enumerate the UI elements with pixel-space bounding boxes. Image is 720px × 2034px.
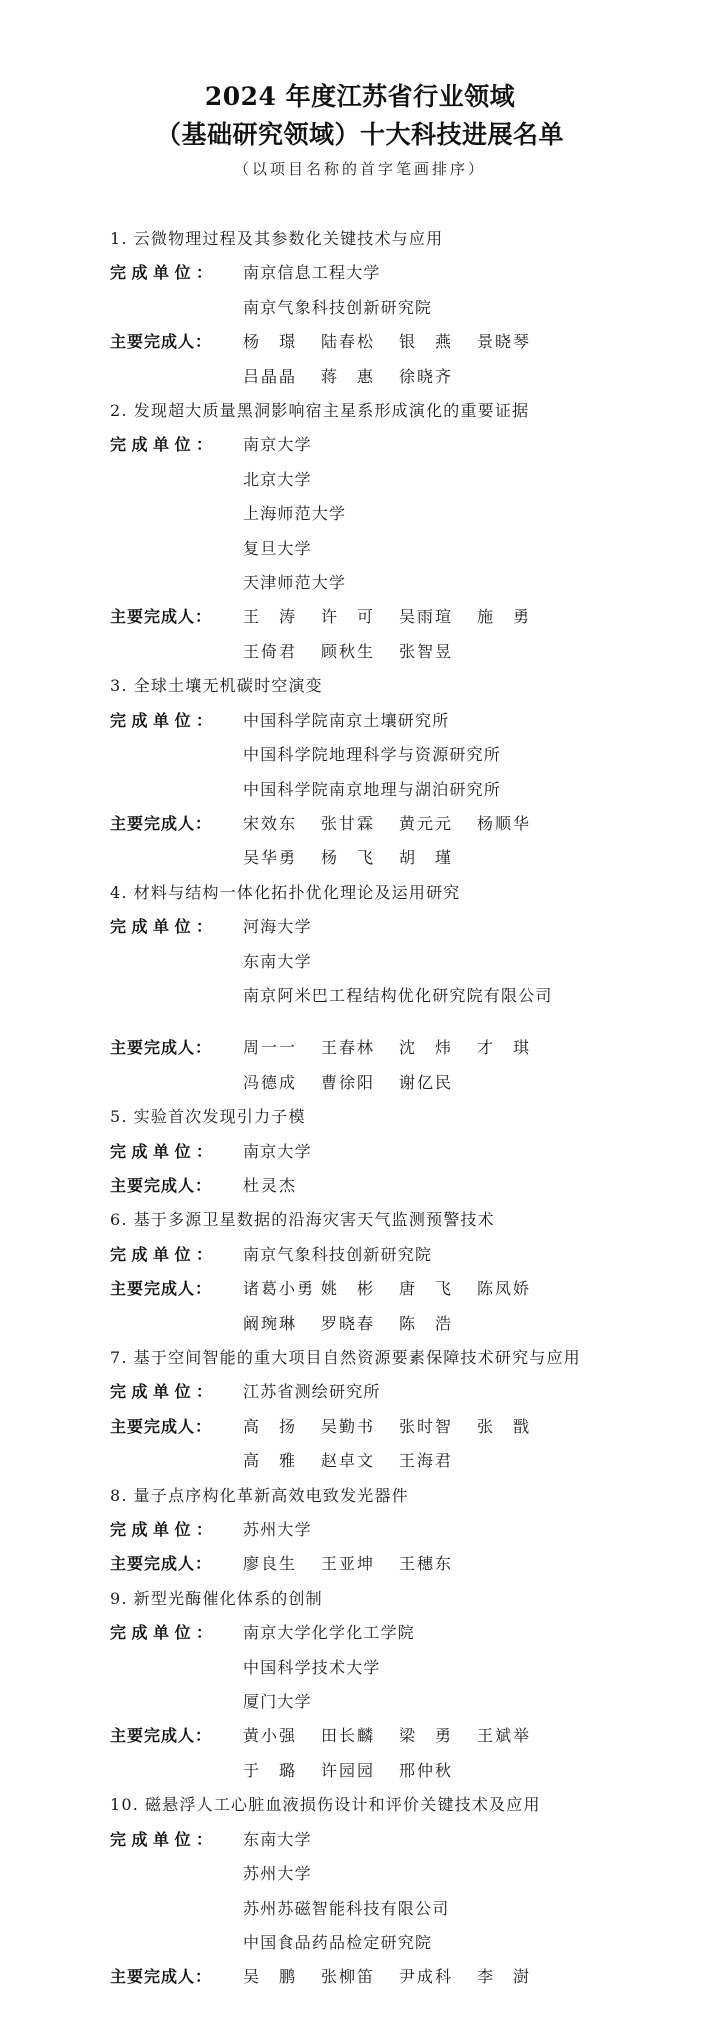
- completing-units-row: [110, 1135, 630, 1169]
- main-contributors-label: 主要完成人：: [110, 1726, 213, 1746]
- project-title-text: 全球土壤无机碳时空演变: [133, 676, 323, 696]
- project-title-text: 磁悬浮人工心脏血液损伤设计和评价关键技术及应用: [145, 1795, 541, 1815]
- main-contributors-list: [243, 1410, 630, 1479]
- completing-units-row: [110, 1616, 630, 1719]
- main-contributors-row: [110, 325, 630, 394]
- completing-unit: 河海大学: [243, 917, 312, 937]
- completing-units-list: [243, 428, 630, 600]
- main-contributors-list: [243, 1031, 630, 1100]
- completing-unit: 中国科学院地理科学与资源研究所: [243, 745, 502, 765]
- project-title-text: 云微物理过程及其参数化关键技术与应用: [133, 229, 444, 248]
- completing-units-label: 完成单位：: [110, 1382, 218, 1402]
- completing-units-row: [110, 1823, 630, 1961]
- contributor-name: 徐晓齐: [399, 366, 454, 386]
- completing-units-label: 完成单位：: [110, 710, 218, 730]
- contributor-name: 杨 飞: [321, 848, 376, 868]
- sort-note: （以项目名称的首字笔画排序）: [233, 160, 486, 178]
- contributor-name: 田长麟: [321, 1726, 376, 1746]
- contributor-name: 张时智: [399, 1416, 454, 1436]
- project-entry: [110, 1582, 630, 1788]
- project-entry: [110, 222, 630, 394]
- main-contributors-row: [110, 1410, 630, 1479]
- project-title: [110, 1203, 630, 1237]
- project-entry: [110, 1788, 630, 1994]
- project-number: 5.: [110, 1107, 128, 1127]
- main-contributors-list: [243, 1547, 630, 1581]
- project-title-text: 新型光酶催化体系的创制: [133, 1588, 323, 1608]
- completing-unit: 南京大学: [243, 1141, 312, 1161]
- completing-units-list: [243, 1513, 630, 1547]
- project-number: 7.: [110, 1348, 128, 1367]
- contributor-name: 诸葛小勇: [243, 1279, 316, 1299]
- completing-units-row: [110, 256, 630, 325]
- completing-unit: 中国科学院南京地理与湖泊研究所: [243, 779, 502, 799]
- contributor-name: 唐 飞: [399, 1279, 454, 1299]
- completing-units-label: 完成单位：: [110, 1623, 218, 1643]
- title-line-2: （基础研究领域）十大科技进展名单: [155, 120, 564, 149]
- completing-unit: 南京信息工程大学: [243, 263, 381, 283]
- contributor-name: 王 涛: [243, 607, 298, 627]
- main-contributors-row: [110, 1719, 630, 1788]
- contributor-name: 吴雨瑄: [399, 607, 454, 627]
- project-title: [110, 1341, 630, 1375]
- main-contributors-row: [110, 1272, 630, 1341]
- contributor-name: 才 琪: [477, 1038, 532, 1058]
- project-title-text: 基于多源卫星数据的沿海灾害天气监测预警技术: [133, 1210, 495, 1230]
- project-number: 2.: [110, 401, 128, 421]
- completing-unit: 江苏省测绘研究所: [243, 1382, 381, 1402]
- completing-unit: 中国食品药品检定研究院: [243, 1932, 433, 1952]
- project-entry: [110, 1479, 630, 1582]
- contributor-name: 黄小强: [243, 1726, 298, 1746]
- contributor-name: 冯德成: [243, 1072, 298, 1092]
- completing-unit: 复旦大学: [243, 538, 312, 558]
- project-number: 8.: [110, 1485, 128, 1505]
- project-title: [110, 1788, 630, 1822]
- completing-unit: 南京大学化学化工学院: [243, 1623, 416, 1643]
- project-number: 9.: [110, 1588, 128, 1608]
- contributor-name: 银 燕: [399, 332, 454, 352]
- contributor-name: 陈 浩: [399, 1313, 454, 1333]
- contributor-name: 张智昱: [399, 641, 454, 661]
- project-entry: [110, 394, 630, 669]
- completing-units-list: [243, 910, 630, 1013]
- project-title-text: 发现超大质量黑洞影响宿主星系形成演化的重要证据: [133, 401, 530, 421]
- contributor-name: 沈 炜: [399, 1038, 454, 1058]
- contributor-name: 王斌举: [477, 1726, 532, 1746]
- completing-unit: 上海师范大学: [243, 504, 347, 524]
- completing-units-label: 完成单位：: [110, 1520, 218, 1540]
- contributor-name: 黄元元: [399, 813, 454, 833]
- project-title-text: 实验首次发现引力子模: [133, 1107, 306, 1127]
- contributor-name: 高 雅: [243, 1451, 298, 1471]
- contributor-name: 宋效东: [243, 813, 298, 833]
- contributor-name: 吴华勇: [243, 848, 298, 868]
- contributor-name: 王亚坤: [321, 1554, 376, 1574]
- contributor-name: 吕晶晶: [243, 366, 298, 386]
- project-number: 10.: [110, 1795, 140, 1815]
- completing-unit: 苏州大学: [243, 1520, 312, 1540]
- project-list: [110, 222, 630, 1995]
- contributor-name: 陈凤娇: [477, 1279, 532, 1299]
- project-entry: [110, 1100, 630, 1203]
- project-entry: [110, 1341, 630, 1479]
- document-header: [0, 78, 720, 182]
- contributor-name: 张 戬: [477, 1416, 532, 1436]
- contributor-name: 邢仲秋: [399, 1760, 454, 1780]
- title-line-1: 2024 年度江苏省行业领域: [204, 82, 516, 111]
- project-title-text: 基于空间智能的重大项目自然资源要素保障技术研究与应用: [133, 1348, 581, 1367]
- completing-unit: 中国科学技术大学: [243, 1657, 381, 1677]
- contributor-name: 张柳笛: [321, 1967, 376, 1987]
- main-contributors-label: 主要完成人：: [110, 332, 213, 352]
- main-contributors-list: [243, 1960, 630, 1994]
- project-title: [110, 876, 630, 910]
- main-contributors-label: 主要完成人：: [110, 1279, 213, 1299]
- completing-units-list: [243, 1375, 630, 1409]
- contributor-name: 尹成科: [399, 1967, 454, 1987]
- main-contributors-row: [110, 1169, 630, 1203]
- project-number: 4.: [110, 882, 128, 902]
- main-contributors-label: 主要完成人：: [110, 607, 213, 627]
- contributor-name: 姚 彬: [321, 1279, 376, 1299]
- completing-units-label: 完成单位：: [110, 1244, 218, 1264]
- contributor-name: 许园园: [321, 1760, 376, 1780]
- completing-unit: 东南大学: [243, 951, 312, 971]
- main-contributors-row: [110, 807, 630, 876]
- contributor-name: 王倚君: [243, 641, 298, 661]
- contributor-name: 许 可: [321, 607, 376, 627]
- completing-unit: 南京气象科技创新研究院: [243, 297, 433, 317]
- contributor-name: 杨顺华: [477, 813, 532, 833]
- completing-units-label: 完成单位：: [110, 917, 218, 937]
- completing-unit: 南京大学: [243, 435, 312, 455]
- completing-units-label: 完成单位：: [110, 1829, 218, 1849]
- completing-units-label: 完成单位：: [110, 435, 218, 455]
- contributor-name: 谢亿民: [399, 1072, 454, 1092]
- contributor-name: 杨 璟: [243, 332, 298, 352]
- contributor-name: 张甘霖: [321, 813, 376, 833]
- contributor-name: 高 扬: [243, 1416, 298, 1436]
- contributor-name: 周一一: [243, 1038, 298, 1058]
- completing-units-list: [243, 1823, 630, 1961]
- project-title: [110, 394, 630, 428]
- project-number: 1.: [110, 229, 128, 248]
- main-contributors-row: [110, 1031, 630, 1100]
- main-contributors-list: [243, 807, 630, 876]
- completing-unit: 东南大学: [243, 1829, 312, 1849]
- contributor-name: 梁 勇: [399, 1726, 454, 1746]
- completing-units-label: 完成单位：: [110, 263, 218, 283]
- completing-unit: 厦门大学: [243, 1692, 312, 1712]
- completing-units-row: [110, 910, 630, 1013]
- completing-unit: 天津师范大学: [243, 573, 347, 593]
- completing-unit: 南京阿米巴工程结构优化研究院有限公司: [243, 985, 553, 1005]
- project-title-text: 材料与结构一体化拓扑优化理论及运用研究: [133, 882, 461, 902]
- contributor-name: 杜灵杰: [243, 1175, 298, 1195]
- main-contributors-row: [110, 600, 630, 669]
- contributor-name: 王海君: [399, 1451, 454, 1471]
- contributor-name: 陆春松: [321, 332, 376, 352]
- contributor-name: 曹徐阳: [321, 1072, 376, 1092]
- main-contributors-row: [110, 1547, 630, 1581]
- project-title: [110, 669, 630, 703]
- completing-unit: 南京气象科技创新研究院: [243, 1244, 433, 1264]
- project-title: [110, 1582, 630, 1616]
- contributor-name: 王穗东: [399, 1554, 454, 1574]
- contributor-name: 王春林: [321, 1038, 376, 1058]
- completing-units-row: [110, 1375, 630, 1409]
- completing-units-list: [243, 256, 630, 325]
- contributor-name: 阚琬琳: [243, 1313, 298, 1333]
- project-entry: [110, 876, 630, 1100]
- main-contributors-row: [110, 1960, 630, 1994]
- main-contributors-label: 主要完成人：: [110, 1175, 213, 1195]
- contributor-name: 顾秋生: [321, 641, 376, 661]
- main-contributors-label: 主要完成人：: [110, 1554, 213, 1574]
- contributor-name: 吴勤书: [321, 1416, 376, 1436]
- project-title: [110, 1100, 630, 1134]
- project-title: [110, 1479, 630, 1513]
- completing-unit: 苏州苏磁智能科技有限公司: [243, 1898, 450, 1918]
- completing-units-row: [110, 428, 630, 600]
- project-entry: [110, 1203, 630, 1341]
- completing-units-row: [110, 1513, 630, 1547]
- main-contributors-label: 主要完成人：: [110, 1967, 213, 1987]
- completing-units-row: [110, 704, 630, 807]
- main-contributors-label: 主要完成人：: [110, 813, 213, 833]
- contributor-name: 廖良生: [243, 1554, 298, 1574]
- contributor-name: 景晓琴: [477, 332, 532, 352]
- contributor-name: 赵卓文: [321, 1451, 376, 1471]
- project-entry: [110, 669, 630, 875]
- main-contributors-list: [243, 1719, 630, 1788]
- completing-units-list: [243, 1135, 630, 1169]
- contributor-name: 蒋 惠: [321, 366, 376, 386]
- completing-unit: 中国科学院南京土壤研究所: [243, 710, 450, 730]
- main-contributors-list: [243, 325, 630, 394]
- completing-units-label: 完成单位：: [110, 1141, 218, 1161]
- main-contributors-label: 主要完成人：: [110, 1038, 213, 1058]
- contributor-name: 罗晓春: [321, 1313, 376, 1333]
- main-contributors-list: [243, 600, 630, 669]
- project-title-text: 量子点序构化革新高效电致发光器件: [133, 1485, 409, 1505]
- completing-units-list: [243, 704, 630, 807]
- completing-unit: 北京大学: [243, 469, 312, 489]
- project-number: 6.: [110, 1210, 128, 1230]
- completing-unit: 苏州大学: [243, 1864, 312, 1884]
- completing-units-row: [110, 1238, 630, 1272]
- main-contributors-list: [243, 1272, 630, 1341]
- contributor-name: 施 勇: [477, 607, 532, 627]
- contributor-name: 于 璐: [243, 1760, 298, 1780]
- contributor-name: 胡 瑾: [399, 848, 454, 868]
- main-contributors-list: [243, 1169, 630, 1203]
- contributor-name: 吴 鹏: [243, 1967, 298, 1987]
- project-number: 3.: [110, 676, 128, 696]
- completing-units-list: [243, 1238, 630, 1272]
- main-contributors-label: 主要完成人：: [110, 1416, 213, 1436]
- contributor-name: 李 澍: [477, 1967, 532, 1987]
- project-title: [110, 222, 630, 256]
- completing-units-list: [243, 1616, 630, 1719]
